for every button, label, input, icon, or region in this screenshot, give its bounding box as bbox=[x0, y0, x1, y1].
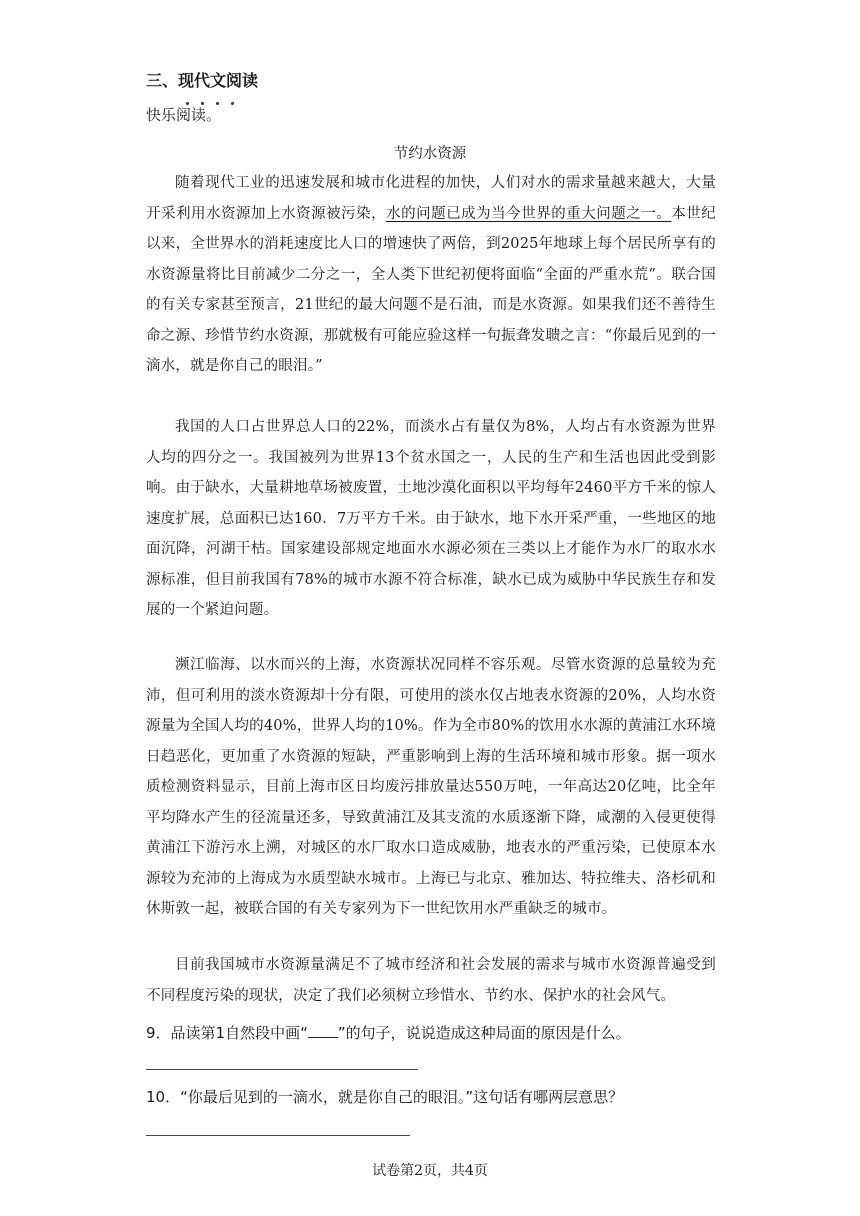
paragraph-1-rest: 本世纪以来，全世界水的消耗速度比人口的增速快了两倍，到2025年地球上每个居民所享有的水资源量将比目前减少二分之一，全人类下世纪初便将面临“全面的严重水荒”。联合国的有关专家甚至预言，21世纪的最大问题不是石油，而是水资源。如果我们还不善待生命之源、珍惜节约水资源，那就极有可能应验这样一句振聋发聩之言：“你最后见到的一滴水，就是你自己的眼泪。” bbox=[146, 205, 716, 374]
answer-line-9[interactable] bbox=[146, 1069, 418, 1070]
question-9-start: 9．品读第1自然段中画“ bbox=[146, 1024, 308, 1042]
page-footer: 试卷第2页，共4页 bbox=[372, 1163, 488, 1179]
question-9-end: ”的句子，说说造成这种局面的原因是什么。 bbox=[337, 1024, 631, 1042]
article-title: 节约水资源 bbox=[393, 146, 467, 162]
paragraph-1 bbox=[146, 168, 716, 382]
paragraph-3: 濒江临海、以水而兴的上海，水资源状况同样不容乐观。尽管水资源的总量较为充沛，但可利用的淡水资源却十分有限，可使用的淡水仅占地表水资源的20%，人均水资源量为全国人均的40%，世界人均的10%。作为全市80%的饮用水水源的黄浦江水环境日趋恶化，更加重了水资源的短缺，严重影响到上海的生活环境和城市形象。据一项水质检测资料显示，目前上海市区日均废污排放量达550万吨，一年高达20亿吨，比全年平均降水产生的径流量还多，导致黄浦江及其支流的水质逐渐下降，咸潮的入侵更使得黄浦江下游污水上溯，对城区的水厂取水口造成威胁，地表水的严重污染，已使原本水源较为充沛的上海成为水质型缺水城市。上海已与北京、雅加达、特拉维夫、洛杉矶和休斯敦一起，被联合国的有关专家列为下一世纪饮用水严重缺乏的城市。 bbox=[146, 657, 716, 917]
reading-intro: 快乐阅读。 bbox=[146, 106, 222, 124]
paragraph-1-start: 随着现代工业的迅速发展和城市化进程的加快，人们对水的需求量越来越大，大量开采利用水资源加上水资源被污染， bbox=[146, 175, 716, 222]
answer-line-10[interactable] bbox=[146, 1135, 410, 1136]
section-heading: 三、现代文阅读 bbox=[146, 71, 259, 90]
paragraph-4: 目前我国城市水资源量满足不了城市经济和社会发展的需求与城市水资源普遍受到不同程度污染的现状，决定了我们必须树立珍惜水、节约水、保护水的社会风气。 bbox=[146, 957, 716, 1004]
underline-mark bbox=[308, 1025, 338, 1038]
underlined-sentence: 水的问题已成为当今世界的重大问题之一。 bbox=[386, 205, 672, 222]
paragraph-2: 我国的人口占世界总人口的22%，而淡水占有量仅为8%，人均占有水资源为世界人均的四分之一。我国被列为世界13个贫水国之一，人民的生产和生活也因此受到影响。由于缺水，大量耕地草场被废置，土地沙漠化面积以平均每年2460平方千米的惊人速度扩展，总面积已达160．7万平方千米。由于缺水，地下水开采严重，一些地区的地面沉降，河湖干枯。国家建设部规定地面水水源必须在三类以上才能作为水厂的取水水源标准，但目前我国有78%的城市水源不符合标准，缺水已成为威胁中华民族生存和发展的一个紧迫问题。 bbox=[146, 419, 716, 618]
emphasis-dots bbox=[186, 90, 246, 96]
question-10: 10．“你最后见到的一滴水，就是你自己的眼泪。”这句话有哪两层意思？ bbox=[146, 1088, 624, 1106]
question-9 bbox=[146, 1022, 631, 1043]
